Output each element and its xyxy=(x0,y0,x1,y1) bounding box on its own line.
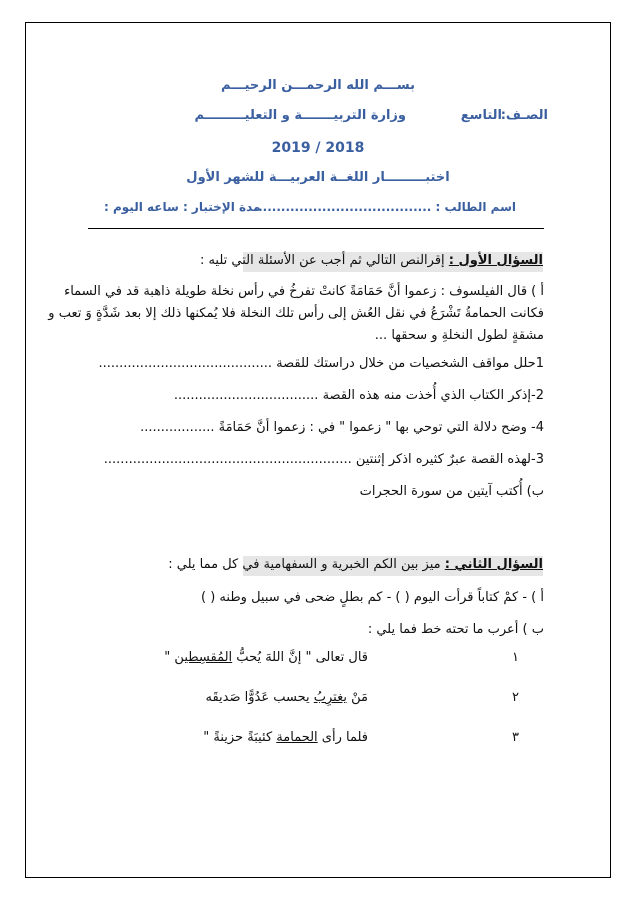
question1-part-b: ب) أُكتب آيتين من سورة الحجرات xyxy=(359,484,544,499)
sentence-2-underlined: يغترِبُ xyxy=(313,690,347,705)
question1-instruction: إقرالنص التالي ثم أجب عن الأسئلة التي تليه : xyxy=(199,253,445,268)
exam-title: اختبـــــــــار اللغــة العربيـــة للشهر الأول xyxy=(186,170,450,185)
passage-line-3: مشقةٍ لطول النخلةِ و سحقها ... xyxy=(374,328,544,343)
sentence-3-underlined: الحمامة xyxy=(276,730,318,745)
question1-item-3: 4- وضح دلالة التي توحي بها " زعموا " في : زعموا أنَّ حَمَامَةً .................. xyxy=(140,420,544,435)
sentence-number-3: ٣ xyxy=(512,730,519,745)
passage-line-2: فكانت الحمامةُ تَشْرَعُ في نقل العُش إلى رأس تلك النخلة فلا يُمكنها ذلك إلا بعد شَدَّةٍ وَ تعب و xyxy=(48,306,544,321)
sentence-3-after: كئيبَةً حزينةً " xyxy=(203,730,277,745)
sentence-3 xyxy=(203,730,368,745)
sentence-3-before: فلما رأى xyxy=(317,730,368,745)
grade-value: التاسع xyxy=(460,108,502,123)
question2-header xyxy=(168,556,543,576)
question2-part-a: أ ) - كمْ كتاباً قرأت اليوم ( ) - كم بطلٍ ضحى في سبيل وطنه ( ) xyxy=(201,590,544,605)
sentence-1-before: قال تعالى " إنَّ اللهَ يُحبُّ xyxy=(232,650,368,665)
sentence-2-after: يحسب عَدُوًّا صَديقَه xyxy=(205,690,314,705)
exam-duration: مدة الإختبار : ساعه اليوم : xyxy=(104,200,261,214)
question1-item-4: 3-لهذه القصة عبرٌ كثيره اذكر إثنتين ............................................................ xyxy=(103,452,544,467)
question2-part-b: ب ) أعرب ما تحته خط فما يلي : xyxy=(367,622,544,637)
sentence-number-1: ١ xyxy=(512,650,519,665)
ministry-name: وزارة التربيـــــــة و التعليـــــــــم xyxy=(194,108,406,123)
question2-title: السؤال الثاني : xyxy=(444,557,543,572)
academic-year: 2019 / 2018 xyxy=(271,140,365,156)
question2-instruction: ميز بين الكم الخبرية و السفهامية في كل مما يلي : xyxy=(168,557,441,572)
question1-item-1: 1حلل مواقف الشخصيات من خلال دراستك للقصة .......................................... xyxy=(98,356,544,371)
question1-header xyxy=(199,252,543,272)
basmala: بســـم الله الرحمـــن الرحيـــم xyxy=(221,78,415,93)
sentence-1 xyxy=(164,650,368,665)
student-name-field: اسم الطالب : ....................................... xyxy=(253,200,516,214)
header-divider xyxy=(88,228,544,229)
sentence-2-before: مَنْ xyxy=(347,690,368,705)
sentence-1-underlined: المُقسِطين xyxy=(174,650,233,665)
sentence-2 xyxy=(206,690,369,705)
passage-line-1: أ ) قال الفيلسوف : زعموا أنَّ حَمَامَةً كانتْ تفرخُ في رأس نخلة طويلة ذاهبة قد في السماء xyxy=(64,284,544,299)
question1-title: السؤال الأول : xyxy=(448,253,543,268)
question1-item-2: 2-إذكر الكتاب الذي أُخذت منه هذه القصة ................................... xyxy=(173,388,544,403)
sentence-number-2: ٢ xyxy=(512,690,519,705)
sentence-1-after: " xyxy=(164,650,175,665)
grade-label: الصـف: xyxy=(500,108,548,123)
